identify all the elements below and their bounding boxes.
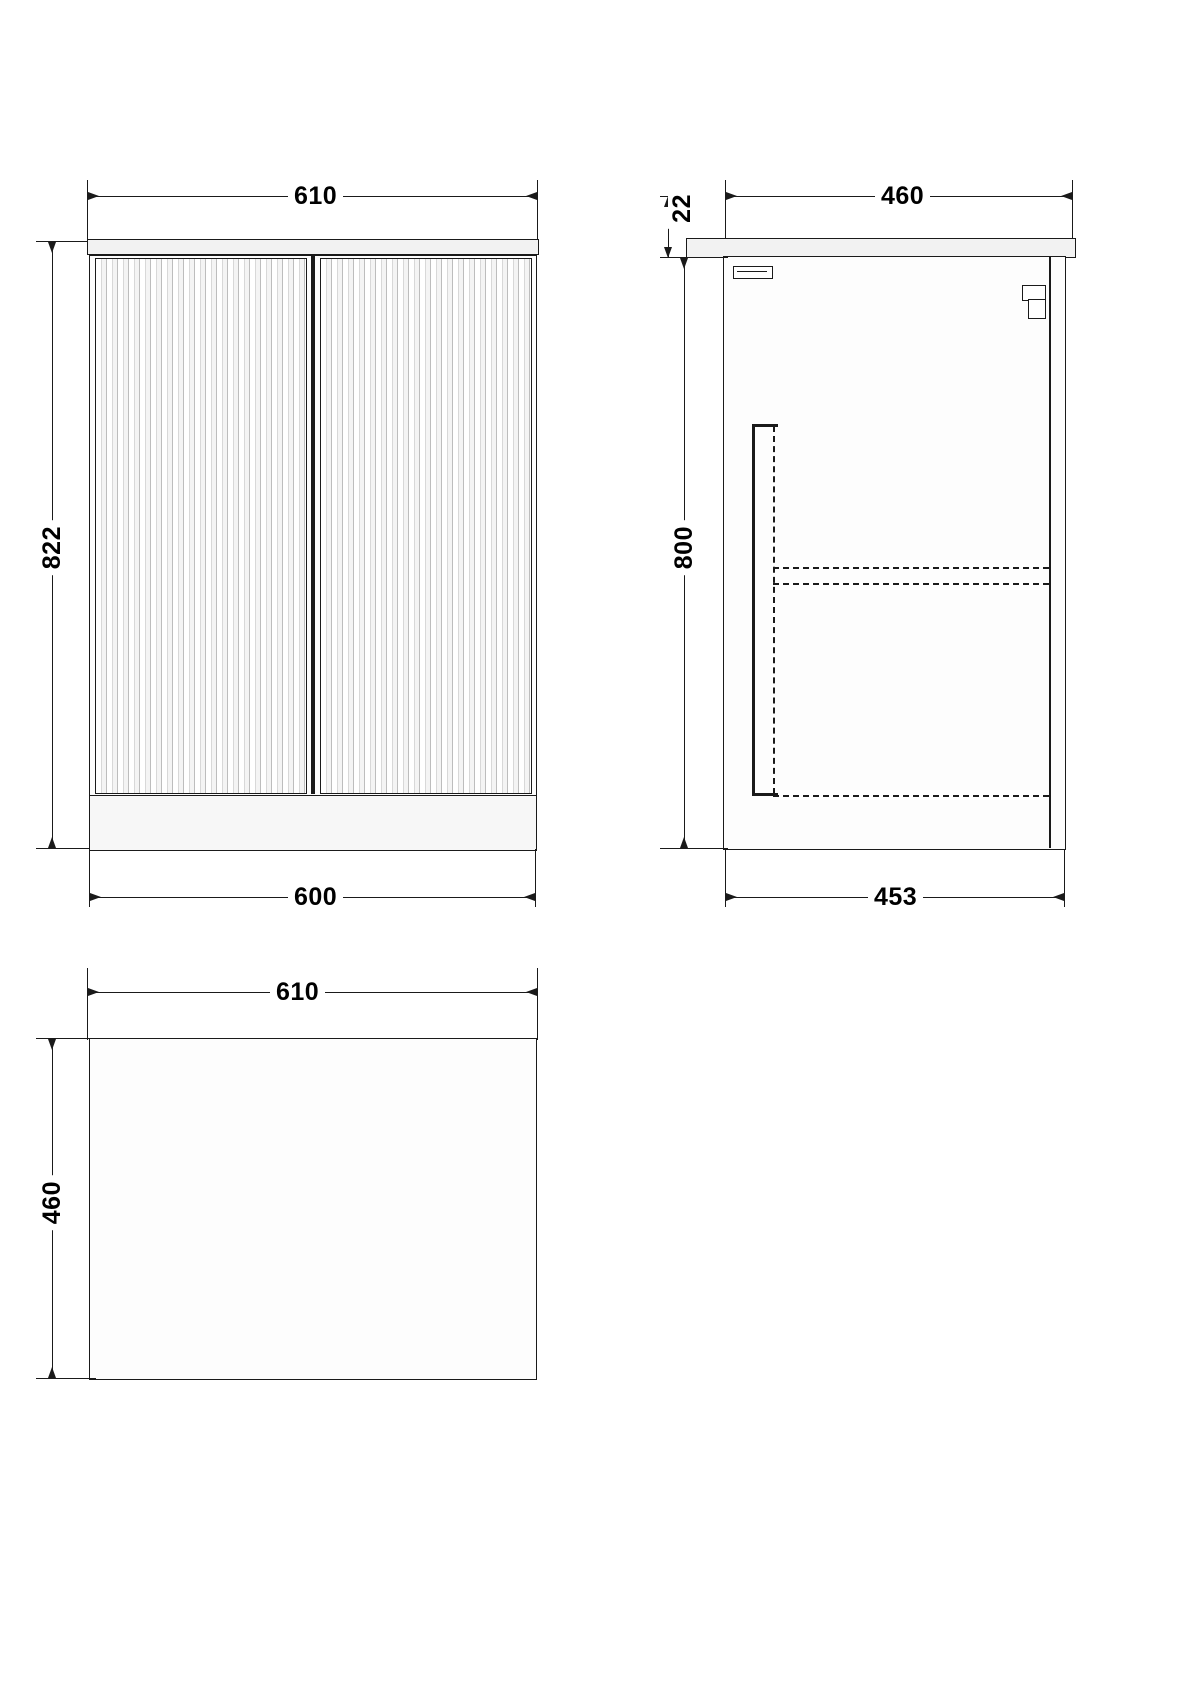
plan-depth-label: 460 [38, 1175, 67, 1230]
handle-detail-line [737, 271, 767, 272]
front-bottom-ext-right [535, 849, 536, 907]
side-depth-arrow-left [726, 192, 737, 200]
side-depth-arrow-right [1061, 192, 1072, 200]
plan-width-arrow-left [88, 988, 99, 996]
fixing-bracket-lower [1028, 299, 1046, 319]
plan-width-label: 610 [270, 978, 325, 1007]
back-panel-line [1049, 256, 1051, 848]
right-door-fluted-panel [320, 258, 532, 794]
front-height-ext-bottom [36, 848, 96, 849]
side-height-arrow-top [680, 258, 688, 269]
plan-width-arrow-right [526, 988, 537, 996]
front-height-label: 822 [38, 520, 67, 575]
plan-outline [89, 1038, 537, 1380]
front-height-arrow-bottom [48, 837, 56, 848]
side-bottom-arrow-left [726, 893, 737, 901]
side-depth-ext-right [1072, 180, 1073, 242]
hidden-base-line [773, 795, 1049, 797]
side-height-ext-top [660, 257, 728, 258]
plan-width-ext-left [87, 968, 88, 1040]
side-height-arrow-bottom [680, 837, 688, 848]
side-depth-top-label: 460 [875, 182, 930, 211]
front-width-arrow-left [88, 192, 99, 200]
front-bottom-arrow-right [524, 893, 535, 901]
side-bottom-arrow-right [1053, 893, 1064, 901]
front-height-arrow-top [48, 242, 56, 253]
hidden-shelf-upper [773, 567, 1049, 569]
side-height-label: 800 [670, 520, 699, 575]
plinth [89, 795, 537, 851]
plan-depth-arrow-top [48, 1039, 56, 1050]
front-width-bottom-label: 600 [288, 883, 343, 912]
side-height-ext-bottom [660, 848, 728, 849]
hidden-panel-vertical [773, 426, 775, 794]
front-width-ext-right [537, 180, 538, 242]
front-bottom-arrow-left [90, 893, 101, 901]
front-width-arrow-right [526, 192, 537, 200]
side-worktop [686, 238, 1076, 258]
internal-ledge-left [752, 424, 755, 796]
plan-depth-ext-top [36, 1038, 96, 1039]
left-door-fluted-panel [95, 258, 307, 794]
worktop [87, 239, 539, 255]
handle-detail [733, 266, 773, 279]
plan-depth-arrow-bottom [48, 1367, 56, 1378]
hidden-shelf-lower [773, 583, 1049, 585]
front-width-top-label: 610 [288, 182, 343, 211]
plan-width-ext-right [537, 968, 538, 1040]
side-depth-ext-left [725, 180, 726, 242]
door-centre-gap [311, 256, 315, 794]
side-bottom-ext-right [1064, 849, 1065, 907]
worktop-thickness-label: 22 [668, 188, 697, 229]
plan-depth-ext-bottom [36, 1378, 96, 1379]
side-depth-bottom-label: 453 [868, 883, 923, 912]
